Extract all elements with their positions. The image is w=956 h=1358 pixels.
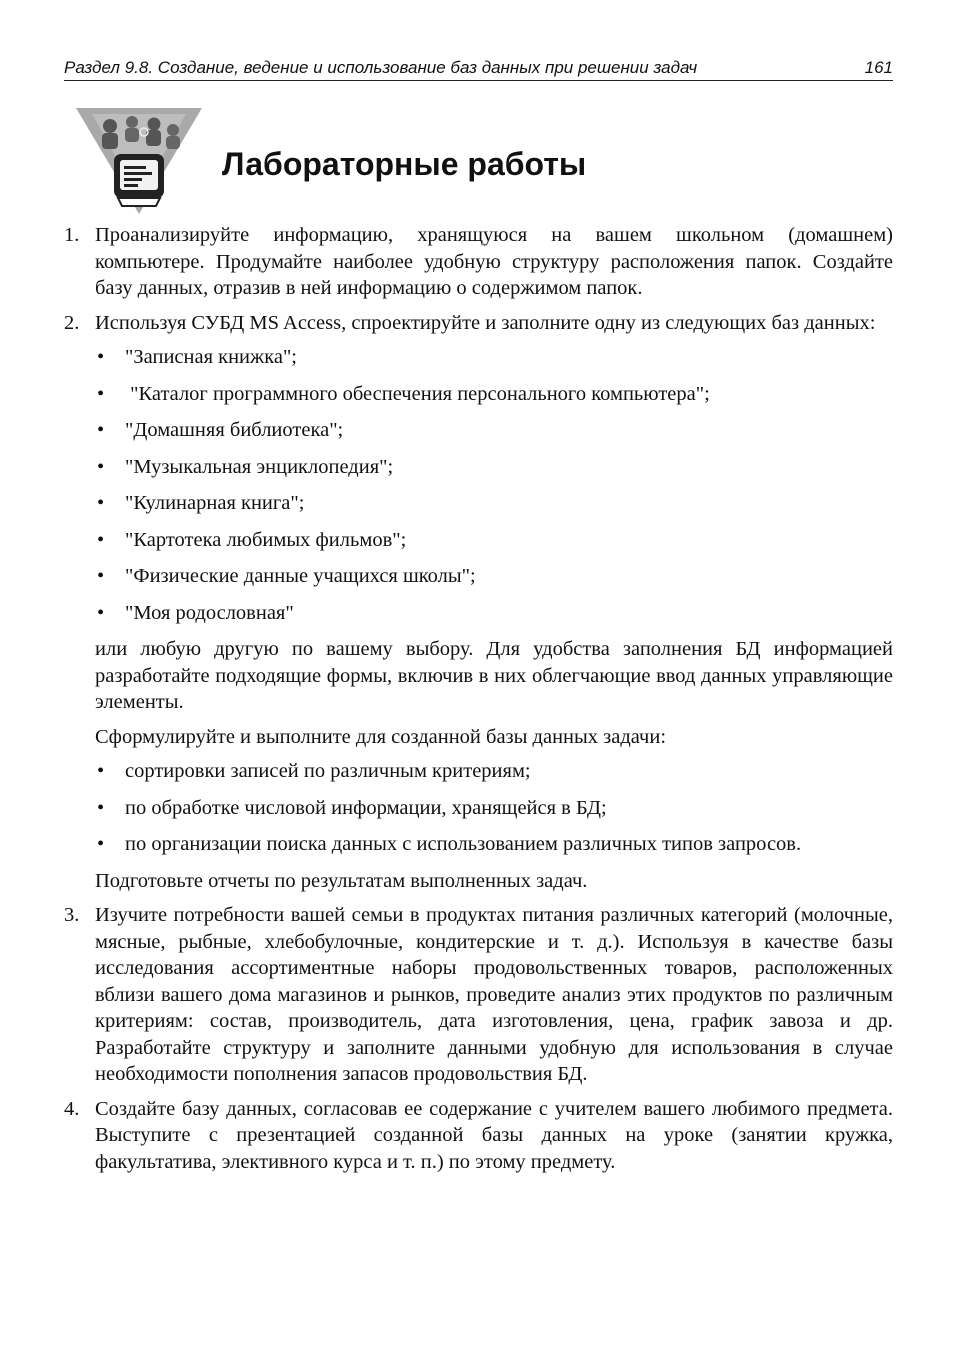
list-item: • "Домашняя библиотека"; [95, 417, 893, 444]
list-item: • "Музыкальная энциклопедия"; [95, 454, 893, 481]
item-text: Создайте базу данных, согласовав ее содержание с учителем вашего любимого предмета. Выступите с презентацией созданной базы данных на уроке (занятии кружка, факультатива, элективного курса и т. п.) по этому предмету. [95, 1097, 893, 1173]
list-item: • по организации поиска данных с использованием различных типов запросов. [95, 831, 893, 858]
running-title: Раздел 9.8. Создание, ведение и использование баз данных при решении задач [64, 58, 698, 77]
database-list [95, 344, 893, 626]
bullet-icon: • [97, 565, 105, 587]
exercise-item [64, 1096, 893, 1176]
exercise-item [64, 222, 893, 302]
bullet-icon: • [97, 419, 105, 441]
bullet-icon: • [97, 833, 105, 855]
section-title: Лабораторные работы [222, 146, 587, 182]
item-text: Проанализируйте информацию, хранящуюся на вашем школьном (домашнем) компьютере. Продумайте наиболее удобную структуру расположения папок. Создайте базу данных, отразив в ней информацию о содержимом папок. [95, 224, 893, 299]
list-item: • "Записная книжка"; [95, 344, 893, 371]
list-item: • по обработке числовой информации, хранящейся в БД; [95, 795, 893, 822]
bullet-icon: • [97, 382, 105, 405]
list-item: • "Моя родословная" [95, 600, 893, 627]
bullet-icon: • [97, 492, 105, 514]
lab-works-icon [74, 106, 204, 218]
after-list-text: или любую другую по вашему выбору. Для удобства заполнения БД информацией разработайте подходящие формы, включив в них облегчающие ввод данных управляющие элементы. [95, 638, 893, 713]
exercise-item [64, 902, 893, 1088]
page-header [64, 54, 893, 81]
list-item: • "Физические данные учащихся школы"; [95, 563, 893, 590]
list-item: • "Каталог программного обеспечения персонального компьютера"; [95, 381, 893, 408]
page-number: 161 [864, 58, 893, 77]
item-text: Изучите потребности вашей семьи в продуктах питания различных категорий (молочные, мясные, рыбные, хлебобулочные, кондитерские и т. д.). Используя в качестве базы исследования ассортиментные наборы продовольственных товаров, расположенных вблизи вашего дома магазинов и рынков, проведите анализ этих продуктов по различным критериям: состав, производитель, дата изготовления, цена, график завоза и др. Разработайте структуру и заполните данными удобную для использования в случае необходимости пополнения запасов продовольствия БД. [95, 904, 893, 1085]
bullet-icon: • [97, 601, 105, 624]
bullet-icon: • [97, 455, 105, 478]
item-number: 4. [64, 1097, 80, 1120]
bullet-icon: • [97, 528, 105, 551]
item-intro: Используя СУБД MS Access, спроектируйте и заполните одну из следующих баз данных: [95, 311, 876, 334]
exercise-list [64, 222, 893, 1183]
item-number: 1. [64, 224, 80, 246]
item-number: 2. [64, 311, 80, 334]
list-item: • сортировки записей по различным критериям; [95, 758, 893, 785]
bullet-icon: • [97, 760, 105, 782]
exercise-item [64, 310, 893, 895]
list-item: • "Картотека любимых фильмов"; [95, 527, 893, 554]
list-item: • "Кулинарная книга"; [95, 490, 893, 517]
bullet-icon: • [97, 796, 105, 819]
tasks-intro: Сформулируйте и выполните для созданной базы данных задачи: [95, 725, 667, 748]
bullet-icon: • [97, 346, 105, 368]
closing-text: Подготовьте отчеты по результатам выполненных задач. [95, 869, 588, 892]
item-number: 3. [64, 904, 80, 926]
task-list [95, 758, 893, 858]
